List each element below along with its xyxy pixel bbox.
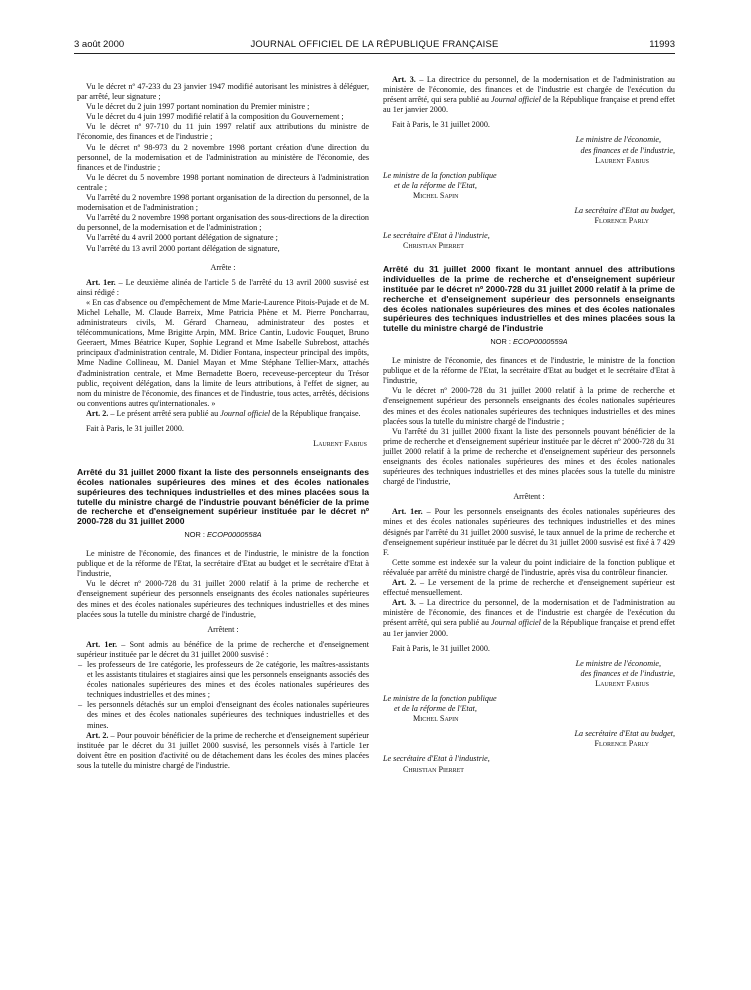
article-2 <box>77 409 369 419</box>
article-1 <box>383 507 675 557</box>
index-paragraph: Cette somme est indexée sur la valeur du point indiciaire de la fonction publique et réévaluée par arrêté du ministre chargé de l'industrie, après visa du contrôleur financier. <box>383 557 675 577</box>
signatory-name: Laurent Fabius <box>595 678 649 688</box>
journal-name: Journal officiel <box>490 95 541 105</box>
signatory-role: Le ministre de la fonction publique <box>383 170 497 180</box>
vu-paragraph: Vu l'arrêté du 4 avril 2000 portant délégation de signature ; <box>86 233 278 243</box>
page-header <box>74 39 675 53</box>
page-number: 11993 <box>649 39 675 50</box>
decree-heading: Arrêté du 31 juillet 2000 fixant la liste des personnels enseignants des écoles nationales supérieures des mines et des écoles nationales supérieures des techniques industrielles et des mines placées sous la tutelle du ministre chargé de l'industrie pouvant bénéficier de la prime de recherche et d'enseignement supérieur instituée par le décret nº 2000-728 du 31 juillet 2000 <box>77 467 369 527</box>
nor-reference <box>383 337 675 347</box>
article-2 <box>383 578 675 598</box>
article-text: – Pour les personnels enseignants des écoles nationales supérieures des mines et des écoles nationales supérieures des techniques industrielles et des mines désignés par l'arrêté du 31 juillet 2000 susvisé, le taux annuel de la prime de recherche et d'enseignement supérieur instituée par le décret du 31 juillet 2000 susvisé est fixé à 7 429 F. <box>383 507 675 557</box>
article-text: – Pour pouvoir bénéficier de la prime de recherche et d'enseignement supérieur instituée par le décret du 31 juillet 2000 susvisé, les personnels visés à l'article 1er doivent être en position d'activité ou de détachement dans les écoles des mines placées sous la tutelle du ministre chargé de l'industrie. <box>77 730 369 770</box>
nor-code: ECOP0000559A <box>512 336 568 346</box>
signatory-name: Florence Parly <box>594 739 649 749</box>
right-column <box>383 75 675 775</box>
journal-name: Journal officiel <box>490 618 541 628</box>
signatory-name: Florence Parly <box>594 216 649 226</box>
vu-paragraph: Vu l'arrêté du 2 novembre 1998 portant organisation de la direction du personnel, de la modernisation et de l'administration ; <box>77 193 369 213</box>
article-label: Art. 1er. <box>392 507 423 517</box>
arretent-label: Arrêtent : <box>207 624 239 634</box>
article-label: Art. 1er. <box>86 639 117 649</box>
journal-title: JOURNAL OFFICIEL DE LA RÉPUBLIQUE FRANÇAISE <box>250 39 499 50</box>
fait-line: Fait à Paris, le 31 juillet 2000. <box>86 424 184 433</box>
left-column <box>77 82 369 771</box>
signatory-role: La secrétaire d'Etat au budget, <box>574 206 675 216</box>
vu-paragraph: Vu le décret nº 2000-728 du 31 juillet 2000 relatif à la prime de recherche et d'enseignement supérieur des personnels enseignants des écoles nationales supérieures des mines et des écoles nationales supérieures des techniques industrielles et des mines placées sous la tutelle du ministre chargé de l'industrie ; <box>383 386 675 426</box>
signatory-role: et de la réforme de l'Etat, <box>394 704 477 714</box>
vu-list <box>77 82 369 254</box>
article-text: de la République française. <box>270 408 361 418</box>
signatory-role: Le ministre de la fonction publique <box>383 693 497 703</box>
issue-date: 3 août 2000 <box>74 39 125 50</box>
signatory-name: Michel Sapin <box>413 714 459 724</box>
journal-name: Journal officiel <box>220 408 271 418</box>
article-text: – Le versement de la prime de recherche et d'enseignement supérieur est effectué mensuellement. <box>383 578 675 598</box>
vu-paragraph: Vu le décret nº 97-710 du 11 juin 1997 relatif aux attributions du ministre de l'économie, des finances et de l'industrie ; <box>77 122 369 142</box>
signatory-role: Le ministre de l'économie, <box>575 135 661 145</box>
vu-paragraph: Vu le décret du 4 juin 1997 modifié relatif à la composition du Gouvernement ; <box>86 112 344 122</box>
article-text: – La directrice du personnel, de la modernisation et de l'administration au ministère de l'économie, des finances et de l'industrie est chargée de l'exécution du présent arrêté, qui sera publié au <box>383 598 675 628</box>
fait-line: Fait à Paris, le 31 juillet 2000. <box>392 120 490 130</box>
signatory-role: et de la réforme de l'Etat, <box>394 180 477 190</box>
delegation-quote: « En cas d'absence ou d'empêchement de Mme Marie-Laurence Pitois-Pujade et de M. Michel Lehalle, M. Claude Barreix, Mme Patricia Phène et M. Pierre Poncharrau, administrateurs civils, M. Gérard Charneau, administrateur des postes et télécommunications, Mme Brigitte Arpin, MM. Brice Cantin, Ludovic Fouquet, Bruno Geeraert, Mmes Béatrice Kuper, Sophie Legrand et Mme Isabelle Subrebost, attachés principaux d'administration centrale, M. Didier Fontana, inspecteur principal des impôts, Mme Nadine Collineau, M. Daniel Mayan et Mme Stéphane Tellier-Marx, attachés d'administration centrale, et Mme Bernadette Boero, receveuse-percepteur du Trésor public, reçoivent délégation, dans la limite de leurs attributions, à l'effet de signer, au nom du ministre de l'économie, des finances et de l'industrie, tous actes, arrêtés, décisions ou conventions autres qu'internationales. » <box>77 297 369 408</box>
vu-paragraph: Vu le décret du 5 novembre 1998 portant nomination de directeurs à l'administration centrale ; <box>77 172 369 192</box>
signature-block <box>383 135 675 251</box>
beneficiary-list <box>77 660 369 731</box>
header-rule <box>74 53 675 54</box>
article-label: Art. 1er. <box>86 277 116 287</box>
article-text: – La directrice du personnel, de la modernisation et de l'administration au ministère de l'économie, des finances et de l'industrie est chargée de l'exécution du présent arrêté, qui sera publié au <box>383 75 675 105</box>
vu-paragraph: Vu le décret nº 2000-728 du 31 juillet 2000 relatif à la prime de recherche et d'enseignement supérieur des personnels enseignants des écoles nationales supérieures des mines et des écoles nationales supérieures des techniques industrielles et des mines placées sous la tutelle du ministre chargé de l'industrie, <box>77 579 369 619</box>
signatory-name: Christian Pierret <box>403 241 464 251</box>
intro-paragraph: Le ministre de l'économie, des finances et de l'industrie, le ministre de la fonction publique et de la réforme de l'Etat, la secrétaire d'Etat au budget et le secrétaire d'Etat à l'industrie, <box>77 549 369 579</box>
intro-paragraph: Le ministre de l'économie, des finances et de l'industrie, le ministre de la fonction publique et de la réforme de l'Etat, la secrétaire d'Etat au budget et le secrétaire d'Etat à l'industrie, <box>383 356 675 386</box>
article-label: Art. 2. <box>86 730 109 740</box>
list-item: – les personnels détachés sur un emploi d'enseignant des écoles nationales supérieures des mines et des écoles nationales supérieures des techniques industrielles et des mines. <box>87 700 369 730</box>
signatory-role: Le secrétaire d'Etat à l'industrie, <box>383 231 490 241</box>
arrete-label: Arrête : <box>210 262 236 272</box>
signatory-role: Le secrétaire d'Etat à l'industrie, <box>383 754 490 764</box>
list-item: – les professeurs de 1re catégorie, les professeurs de 2e catégorie, les maîtres-assistants et les assistants titulaires et stagiaires ainsi que les personnels enseignants associés des écoles nationales supérieures des mines et des écoles nationales supérieures des techniques industrielles et des mines ; <box>87 660 369 700</box>
article-text: de la République française et prend effet au 1er janvier 2000. <box>383 618 675 638</box>
fait-line: Fait à Paris, le 31 juillet 2000. <box>392 643 490 653</box>
vu-paragraph: Vu le décret nº 47-233 du 23 janvier 1947 modifié autorisant les ministres à déléguer, par arrêté, leur signature ; <box>77 82 369 102</box>
article-label: Art. 3. <box>392 598 416 608</box>
signatory-name: Laurent Fabius <box>595 155 649 165</box>
vu-paragraph: Vu l'arrêté du 2 novembre 1998 portant organisation des sous-directions de la direction du personnel, de la modernisation et de l'administration ; <box>77 213 369 233</box>
article-text: – Le deuxième alinéa de l'article 5 de l'arrêté du 13 avril 2000 susvisé est ainsi rédigé : <box>77 277 369 297</box>
signatory-role: Le ministre de l'économie, <box>575 658 661 668</box>
decree-heading: Arrêté du 31 juillet 2000 fixant le montant annuel des attributions individuelles de la prime de recherche et d'enseignement supérieur instituée par le décret nº 2000-728 du 31 juillet 2000 relatif à la prime de recherche et d'enseignement supérieur des personnels enseignants des écoles nationales supérieures des mines et des écoles nationales supérieures des techniques industrielles et des mines placées sous la tutelle du ministre chargé de l'industrie <box>383 264 675 334</box>
vu-paragraph: Vu l'arrêté du 31 juillet 2000 fixant la liste des personnels pouvant bénéficier de la prime de recherche et d'enseignement supérieur instituée par le décret nº 2000-728 du 31 juillet 2000 relatif à la prime de recherche et d'enseignement supérieur des personnels enseignants des écoles nationales supérieures des mines et des écoles nationales supérieures des techniques industrielles et des mines placées sous la tutelle du ministre chargé de l'industrie, <box>383 426 675 487</box>
signature-block <box>383 659 675 775</box>
vu-paragraph: Vu le décret du 2 juin 1997 portant nomination du Premier ministre ; <box>86 102 310 112</box>
article-text: – Sont admis au bénéfice de la prime de recherche et d'enseignement supérieur instituée par le décret du 31 juillet 2000 susvisé : <box>77 639 369 659</box>
signature-name: Laurent Fabius <box>313 439 367 449</box>
signatory-name: Christian Pierret <box>403 764 464 774</box>
vu-paragraph: Vu le décret nº 98-973 du 2 novembre 1998 portant création d'une direction du personnel, de la modernisation et de l'administration au ministère de l'économie, des finances et de l'industrie ; <box>77 142 369 172</box>
article-label: Art. 2. <box>392 578 417 588</box>
arretent-label: Arrêtent : <box>513 492 545 502</box>
article-1 <box>77 640 369 660</box>
article-1 <box>77 278 369 298</box>
nor-label: NOR : <box>184 529 207 539</box>
signatory-role: des finances et de l'industrie, <box>580 668 675 678</box>
article-text: – Le présent arrêté sera publié au <box>108 408 221 418</box>
nor-code: ECOP0000558A <box>206 529 262 539</box>
article-3 <box>383 598 675 638</box>
article-2 <box>77 731 369 771</box>
signatory-role: des finances et de l'industrie, <box>580 145 675 155</box>
article-3 <box>383 75 675 115</box>
signatory-role: La secrétaire d'Etat au budget, <box>574 729 675 739</box>
article-text: de la République française et prend effet au 1er janvier 2000. <box>383 95 675 115</box>
article-label: Art. 3. <box>392 75 416 84</box>
vu-paragraph: Vu l'arrêté du 13 avril 2000 portant délégation de signature, <box>86 243 280 253</box>
article-label: Art. 2. <box>86 408 109 418</box>
nor-reference <box>77 530 369 540</box>
nor-label: NOR : <box>490 336 513 346</box>
signatory-name: Michel Sapin <box>413 190 459 200</box>
